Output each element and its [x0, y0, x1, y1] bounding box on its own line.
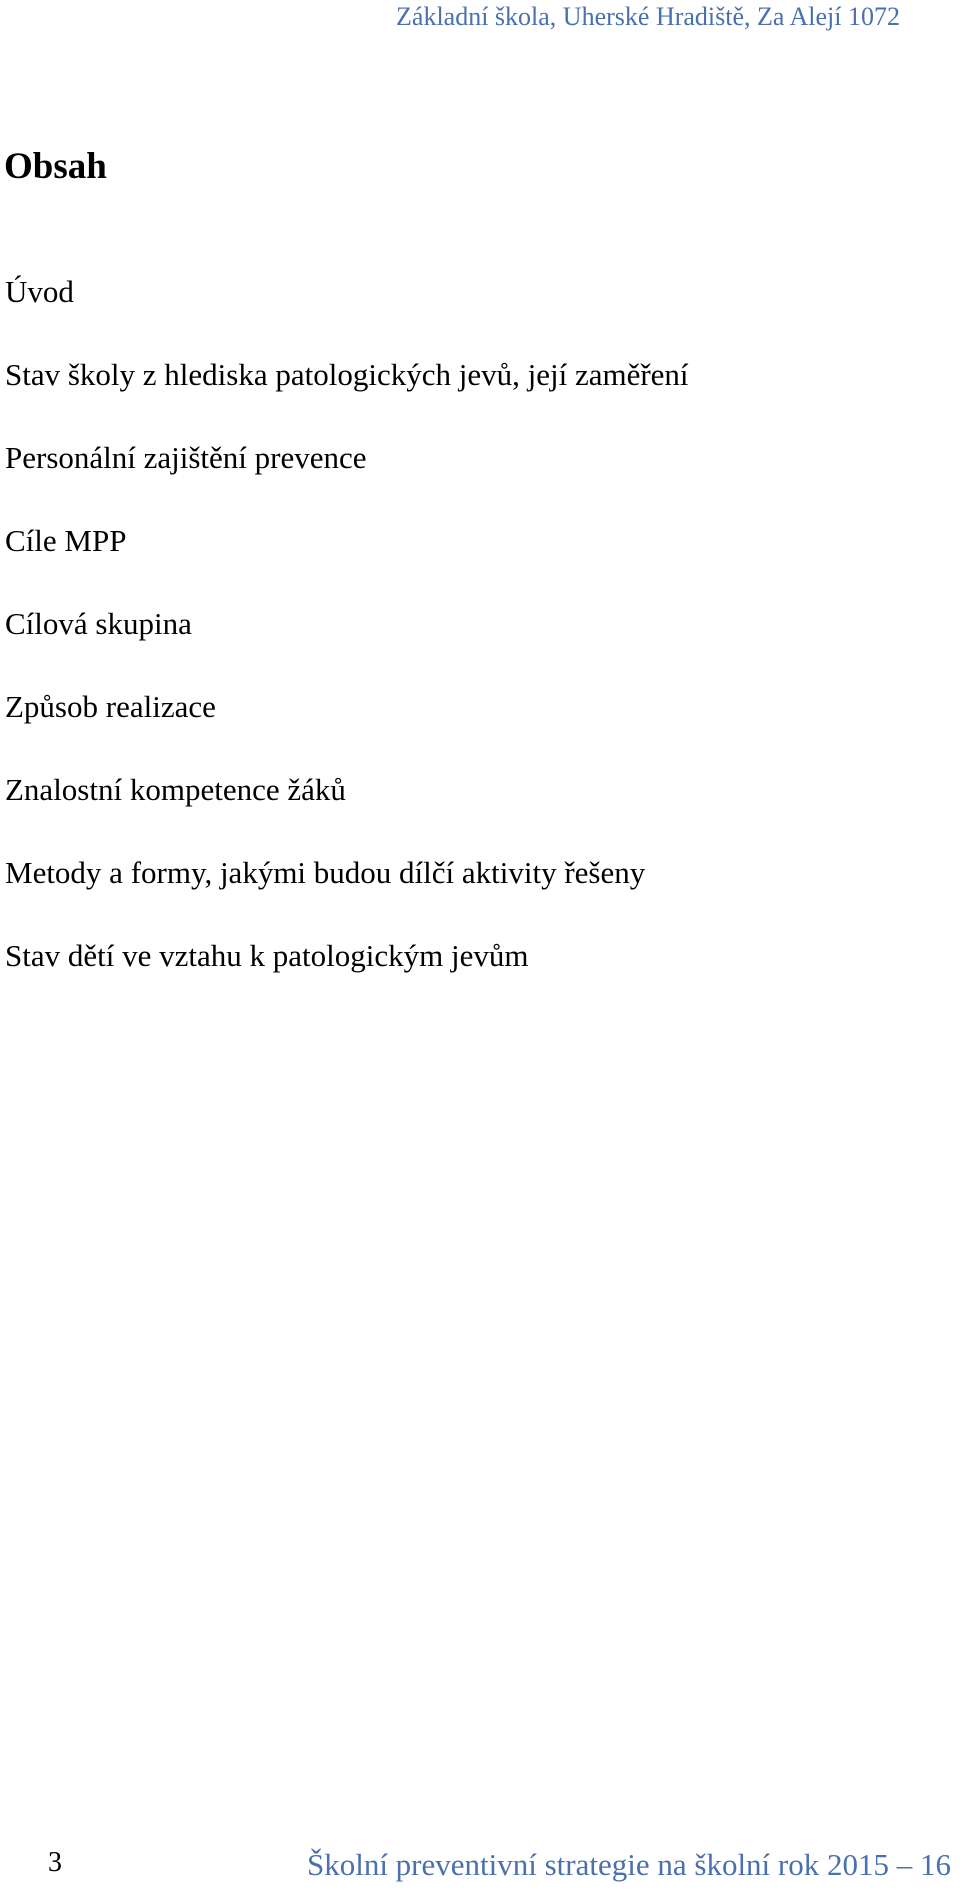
toc-item-staffing[interactable]: Personální zajištění prevence	[5, 440, 367, 475]
page-header: Základní škola, Uherské Hradiště, Za Alejí 1072	[396, 2, 900, 31]
toc-item-school-status[interactable]: Stav školy z hlediska patologických jevů, její zaměření	[5, 357, 689, 392]
table-of-contents	[5, 272, 689, 1019]
page-title: Obsah	[4, 146, 107, 187]
toc-item-children-status[interactable]: Stav dětí ve vztahu k patologickým jevům	[5, 938, 529, 973]
toc-item-goals[interactable]: Cíle MPP	[5, 523, 127, 558]
footer-document-title: Školní preventivní strategie na školní rok 2015 – 16	[306, 1847, 951, 1882]
toc-item-target-group[interactable]: Cílová skupina	[5, 606, 192, 641]
toc-item-competences[interactable]: Znalostní kompetence žáků	[5, 772, 346, 807]
toc-item-intro[interactable]: Úvod	[5, 274, 74, 309]
toc-item-methods[interactable]: Metody a formy, jakými budou dílčí aktivity řešeny	[5, 855, 646, 890]
toc-item-implementation[interactable]: Způsob realizace	[5, 689, 216, 724]
page-number: 3	[48, 1847, 62, 1878]
